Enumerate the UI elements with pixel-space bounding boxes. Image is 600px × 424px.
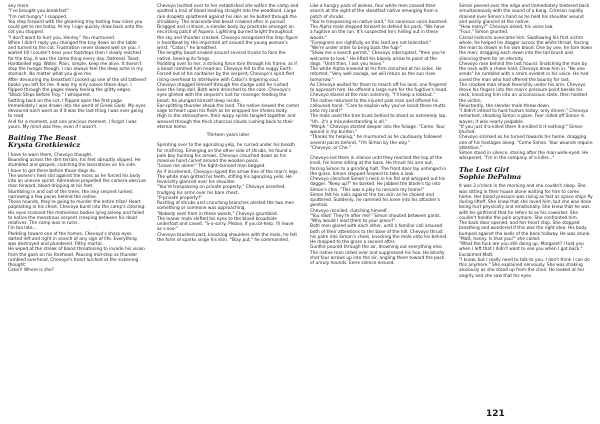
paragraph: Plodding toward one of the homes, Chevoyo's sharp eyes darted left and right in search of any sign of life. Everything was destroyed and plundered. Filthy mortal. bbox=[8, 231, 137, 248]
paragraph: Those hounds, they're going to murder the entire tribe! Heart palpitating in his chest, Chevoyo burst into the camp's clearing. His eyes scanned the motionless bodies lying asleep and failed to notice the monstrous serpent creeping between his dead relatives. The camp was in ruins. bbox=[8, 200, 146, 227]
paragraph: "I don't want to hurt you, Henley." You murmured. bbox=[8, 35, 116, 41]
paragraph: "We're under order to bring back the fugi-" bbox=[310, 46, 403, 51]
paragraph: Gunfire poured through the air, drowning out everything else. bbox=[310, 245, 443, 251]
column-3 bbox=[310, 4, 448, 266]
paragraph: "Black Ships Before Troy," I whispered. bbox=[8, 93, 91, 99]
paragraph: Stumbling in and out of the trees, the inky serpent lurked, narrowing a few paces behind the native. bbox=[8, 189, 134, 200]
paragraph: "Matt, honey. Is that you?" she called. bbox=[459, 236, 541, 242]
paragraph: "Leave me alone!" The tight-skinned man begged. bbox=[157, 164, 266, 170]
paragraph: "Show me a search permit," Chevoyo interrupted, "then you're welcome to look." He lifted his bloody arrow to point at the dogs. "Until then, I ask you leave." bbox=[310, 51, 446, 67]
paragraph: Paddling over to her, a striking force tore through his frame, as if a beast rammed him head-on. Chevoyo fell to the soggy Earth. Forced out of his container by the serpent; Chevoyo's spirit fled rising overhead to intertwine with Catori's lingering soul. bbox=[157, 61, 297, 83]
paragraph: any more. bbox=[8, 4, 30, 9]
story-title: The Lost Girl bbox=[459, 165, 509, 174]
paragraph: I have to warn them, Chevoyo thought. bbox=[8, 152, 93, 158]
paragraph: The crooked man shook feverishly under his arm. Chevoyo drove his fingers into the man's pressure point beside his neck, knocking him into an unconscious state, then hoisted the victim. bbox=[459, 82, 587, 104]
column-4 bbox=[459, 4, 593, 279]
paragraph: The white Alpha sneered at his firm clenched at his sides. He retorted, "Very well savage, we will return as the sun rises tomorrow." bbox=[310, 67, 442, 83]
paragraph: Chevoyo rose behind the last hound. Snatching the man by the neck with a choke hold, Chevoyo drew him in. "No one sends" he rumbled with a smirk evident in his voice. He had saved the man who had offered the bounty for last. bbox=[459, 61, 589, 83]
paragraph: Both men glared with each other, until a familiar call aroused both of their attentions to the base of the hill. Chevoyo thrust his palm into Simon's chest, knocking the male onto his behind. He dropped to the grass a second after. bbox=[310, 224, 448, 245]
paragraph: After devouring my breakfast I picked up one of the old tattered books you left for me. It was my only solace these days. I flipped through the pages slowly feeling the gritty edges. bbox=[8, 77, 146, 93]
paragraph: Simon felt his nails against the tan skin as he choked and sputtered. Suddenly, he rammed his knee into his attacker's genitals. bbox=[310, 192, 441, 209]
paragraph: The lengthy beast snaked around several trunks to face the native, bearing its fangs. bbox=[157, 51, 286, 62]
paragraph: Rustling of shrubs and crunching branches alerted the two men something or someone was approaching. bbox=[157, 201, 295, 212]
paragraph: And for a moment, just one precious moment, I forgot I was yours. My mind was free, even if I wasn't. bbox=[8, 119, 137, 130]
paragraph: Reluctantly, the slender male threw down. bbox=[459, 103, 551, 109]
paragraph: I have to get there before those dogs do. bbox=[8, 168, 97, 174]
paragraph: The native returned to the injured pale man and offered his calloused hand. "Care to explain why you've laced those mutts onto my land?" bbox=[310, 98, 446, 114]
paragraph: "I didn't intend to hunt human today, only dinner," Chevoyo remarked, shooting Simon a glare. Fear rolled off Simon in waves; it was nearly palpable. bbox=[459, 109, 589, 125]
paragraph: "Foreigners are rightfully on this land are not tolerated." bbox=[310, 40, 432, 46]
story-title: Baiting The Beast bbox=[8, 134, 77, 142]
paragraph: Like a hungry pack of wolves, four white men ceased their search at the sight of the steadfast native emerging from a patch of shrubs. bbox=[310, 4, 438, 20]
paragraph: Chevoyo clenched Simon's neck in his fist and whipped out his dagger. "Keep up?" he barked. He jabbed the blade's tip into Simon's chin. "This was a ploy to ransack my home!" bbox=[310, 177, 446, 193]
paragraph: Bounding across the dim terrain, his feet abruptly slipped. He stumbled and gasped, clutching the lacerations on his side. bbox=[8, 158, 141, 169]
paragraph: Chevoyo recoiled, clutching himself. bbox=[310, 208, 388, 214]
paragraph: "How many?" Chevoyo asked, his voice low. bbox=[459, 25, 554, 30]
paragraph: Simon peered over the edge and immediately teetered back simultaneously with the sound of a bang. Crimson rapidly drained over Simon's hand as he held his shoulder wound and warily glanced at the native. bbox=[459, 4, 590, 25]
paragraph: As Chevoyo waited for them to march off his land, one fingered to approach him. He offered a large sum for the fugitive's head. Chevoyo stared at the man solemnly, "I'll keep a lookout." bbox=[310, 82, 448, 99]
paragraph: When I didn't reply you changed the tray down on the table and turned to the cot. Frustration never slowed well on you. I waited till I couldn't hear your footsteps then I slowly reached for the tray, it was the same thing every day. Oatmeal. Toast. Hardboiled egg. Water. Plain, simple, keep me alive. It doesn't stop the hunger though. I can always feel the deep ache in my stomach. No matter what you give me. bbox=[8, 40, 144, 78]
paragraph: The Alpha male stepped forward to defend his pack, "We have a fugitive on the run. It's suspected he's hiding out in these woods." bbox=[310, 25, 445, 41]
column-1 bbox=[8, 4, 146, 274]
story-body bbox=[8, 153, 146, 274]
paragraph: "Mmph." Chevoyo started deeper into the foliage. "Come. Your wound is my burden." bbox=[310, 124, 445, 135]
story-author: Krysta Grotkiewicz bbox=[8, 141, 81, 150]
paragraph: "I know, but I really need to talk to you. I don't think I can do this anymore." She explained nervously. She was shaking anxiously as she stood up from the chair. He looked at her angrily and she saw that his eyes bbox=[459, 257, 590, 279]
paragraph: The leaner male shifted his eyes to the blood broadside underfoot and caved. "S-o-sorry. Please, If you bl-help. I'll leave as s-soo-" bbox=[157, 216, 294, 233]
paragraph: "Thanks for helping," he murmured as he cautiously followed several paces behind, "I'm Simon by the way." bbox=[310, 135, 442, 146]
paragraph: Chevoyo dragged himself through the sludge until he rushed over the limp doll. Both were drenched to the core. Chevoyo's eyes glinted with the serpent's lust for revenge; feeding the beast, he plunged himself deep inside. bbox=[157, 82, 291, 104]
paragraph: "You're trespassing on private property," Chevoyo asserted, trudging his arms over his bare chest. bbox=[157, 185, 286, 196]
story-author: Sophie DePalma bbox=[459, 172, 522, 181]
paragraph: Chevoyo hurtled over to her established site within the camp and spotted a trail of blood leading straight into the woodland. Large rain droplets splattered against his skin as he bolted through the shrubbery. The anaconda-like beast crawled after in pursuit. bbox=[157, 4, 299, 25]
paragraph: "Four," Simon grunted. bbox=[459, 30, 509, 36]
paragraph: Chevoyo smirked as he turned towards his home, dragging one of his hostages along. "Come Simon. Your wounds require attention." bbox=[459, 135, 593, 151]
section-subtitle: Thirteen years later bbox=[206, 133, 250, 138]
page-number: 121 bbox=[486, 409, 505, 419]
paragraph: The white man gritted his teeth, stifling his agonizing yells. He feverishly glanced over his shoulder. bbox=[157, 174, 292, 185]
story-continuation bbox=[8, 4, 146, 130]
paragraph: It was 3 o'clock in the morning and she couldn't sleep. She was sitting in their house alone waiting for him to come home. Her blood pressure was rising as fast as space ships fly during liftoff. She knew that she loved him, but she was done being hurt physically and emotionally. She knew that he was with his girlfriend that he refers to as his coworker. She couldn't handle the pain anymore. She confronted him. bbox=[459, 184, 593, 221]
paragraph: As if incoherent, Chevoyo ripped the arrow free of the man's legs. bbox=[157, 169, 299, 175]
paragraph: "I'm not hungry" I snapped. bbox=[8, 14, 68, 20]
paragraph: Ear-splitting thunder shook the land. The native slowed the camel sage to heart upon his flesh as he wrapped her lifeless body. bbox=[157, 103, 299, 114]
paragraph: The male used the tree trunk behind to stand as extremely lap. "Uh...it's a misunderstanding is all." bbox=[310, 114, 447, 125]
paragraph: He wiped at the streak of blood threatening to invade his vision from the gash on his forehead. Pausing mid-step as thunder rumbled overhead, Chevoyo's heart lurched at the sickening thought: bbox=[8, 247, 145, 269]
column-2 bbox=[157, 4, 299, 243]
paragraph: Dragged and crimson, a slender body lay prostrate amongst an encircling patch of Aquera. Lightning burned bright throughout the sky and thunder cracked. Chevoyo recognized the limp figure is heartbeat by the imprinted art around the young woman's wrist. "Catori," he breathed. bbox=[157, 25, 298, 51]
paragraph: Catori! Where is she? bbox=[8, 268, 54, 274]
paragraph: The wolves's heel slid against the moss as he forced his body into an uneven sprint. Adrenaline propelled the camera-obscure man forward, blood dripping at his feet. bbox=[8, 173, 146, 190]
paragraph: The native man rolled over and suppressed his hoo. He blindly shot four arrows up into the air, angling them toward the pack of unruly hounds. Eerie silence ensued. bbox=[310, 250, 445, 266]
paragraph: "What the fuck are you still doing up, Margaret? I told you when I left that I didn't want to see you when I got back." Exclaimed Matt. bbox=[459, 242, 584, 258]
paragraph: "You're trespassing on native land," his sonorous voice boomed. bbox=[310, 19, 448, 25]
paragraph: Sprinting over to the agonizing yelp, he cursed under his breath for misfiring. Emerging on the other side of shrubs, he found a pale boy hunting his arrows. Chevoyo crouched down as his massive hand curled around the wooden piece. bbox=[157, 143, 296, 164]
paragraph: Chevoyo brushed past, knocking shoulders with the male, he felt the form of sparks singe his skin. "Stay put," he commanded. bbox=[157, 232, 298, 243]
paragraph: "If you just it-a-killed them it-a-killed it it-nothing!" Simon blurted. bbox=[459, 124, 583, 135]
paragraph: Carnal instincts overcame him. Swallowing his first victim whole, he helped his dagger across the white throat, forcing the man to drown in his own blood. One by one, he tore down the men; dragging each down into the tall brush and silencing them for an eternity. bbox=[459, 35, 593, 62]
paragraph: High in the atmosphere, their wispy spirits tangled together and weaved through the thick charcoal clouds rushing back to their eternal home. bbox=[157, 114, 296, 130]
paragraph: "I've brought you breakfast" bbox=[8, 9, 69, 15]
paragraph: "P-private property?" bbox=[157, 195, 203, 201]
paragraph: Simon stood in silence, staring after the man wide-eyed. He whispered, "I'm in the company of a killer..." bbox=[459, 151, 589, 162]
paragraph: Settling back on the cot, I flipped open the first page. Immediately I was drawn into the world of Greek Gods. My eyes devoured each word as if it was the last thing I was ever going to read. bbox=[8, 98, 146, 120]
paragraph: "You idiot! They're after me!" Simon shouted between pants. "Why would I lead them to your place?" bbox=[310, 213, 441, 224]
paragraph: "Chevoyo, or Che." bbox=[310, 145, 351, 151]
paragraph: The back door opened, and her heart stop. She stopped breathing and wondered if this was the right idea. His body bumped against the walls of the back hallway. He was drunk. bbox=[459, 221, 591, 237]
paragraph: Chevoyo led them in silence until they reached the top of the knoll, his home sitting at the base. He thrust his arm out, forcing Simon to a grinding halt. The front door lay unhinged in the grass. Simon stepped forward to take a look. bbox=[310, 156, 447, 177]
paragraph: "Nobody sent from in these woods," Chevoyo grumbled. bbox=[157, 211, 279, 217]
paragraph: I'm too late... bbox=[8, 226, 37, 232]
paragraph: You step forward with the gleaming tray testing how close you could get to me today. At my I sign quickly draw back onto the cot you stopped. bbox=[8, 19, 143, 36]
